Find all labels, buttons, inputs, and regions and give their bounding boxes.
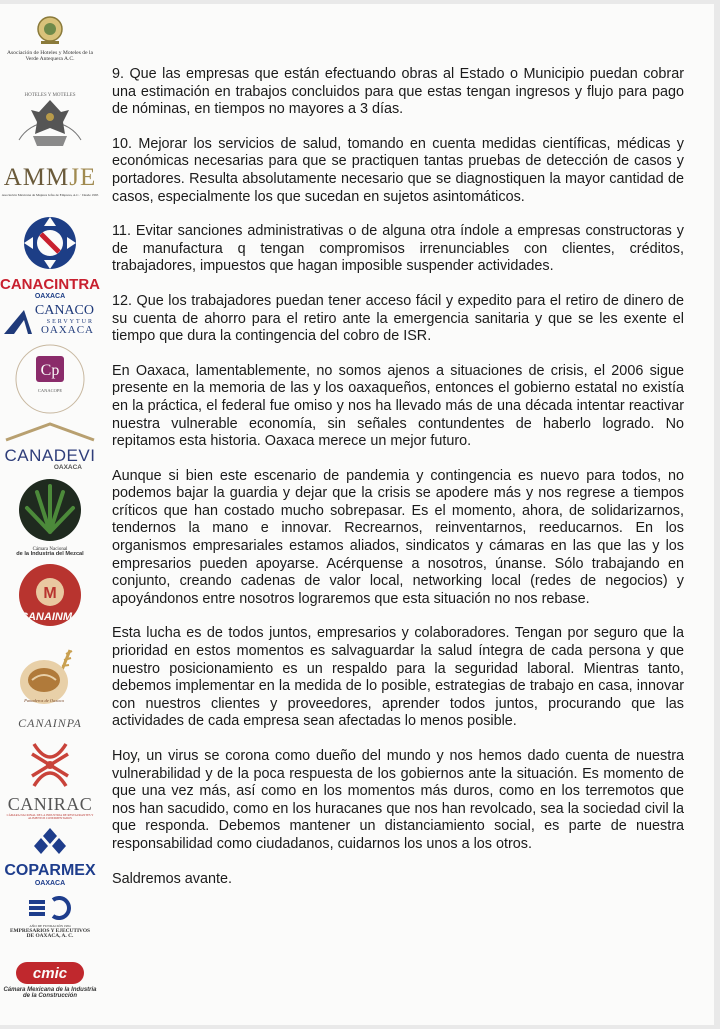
canainpa-badge: Panaderos de Oaxaca — [24, 698, 64, 703]
canirac-name: CANIRAC — [7, 794, 93, 814]
paragraph-oaxaca: En Oaxaca, lamentablemente, no somos ajenos a situaciones de crisis, el 2006 sigue presente en la memoria de las y los oaxaqueños, entonces el gobierno estatal no existía en la práctica, el federal fue omiso y nos ha llevado más de una década intentar reactivar nuestra vulnerable economía, sin señales contundentes de haberlo logrado. No repitamos esta historia. Oaxaca merece un mejor futuro. — [112, 362, 684, 450]
empresarios-mark-icon — [25, 896, 75, 920]
canacope-seal-icon — [12, 342, 88, 416]
ammje-sub: Asociación Mexicana de Mujeres Jefas de Empresa, A.C. · Desde 1965 — [1, 193, 99, 197]
paragraph-pandemia: Aunque si bien este escenario de pandemia y contingencia es nuevo para todos, no podemos bajar la guardia y dejar que la crisis se apodere más y nos regrese a tiempos críticos que han costado mucho sobrepasar. Es el momento, ahora, de solidarizarnos, tendernos la mano e innovar. Recrearnos, reinventarnos, reeducarnos. En los organismos empresariales estamos aliados, sindicatos y cámaras en las que las y los empresarios pueden apoyarse. Acérquense a nosotros, únanse. Sólo trabajando en conjunto, creando cadenas de valor local, networking local (redes de negocios) y apoyándonos entre nosotros lograremos que esta situación no nos rebase. — [112, 467, 684, 607]
logo-ammje — [0, 164, 100, 198]
logo-canacope — [0, 342, 100, 421]
canaco-name: CANACO — [34, 303, 94, 318]
logo-canainma — [0, 562, 100, 633]
canacintra-name: CANACINTRA — [0, 276, 100, 293]
ammje-name: AMMJE — [3, 164, 97, 191]
document-page — [0, 4, 714, 1025]
canadevi-name: CANADEVI — [4, 446, 96, 465]
logo-canirac — [0, 740, 100, 820]
logo-canainpa — [0, 646, 100, 730]
logo-sidebar — [0, 4, 100, 1025]
hoteles-text: Asociación de Hoteles y Moteles de la Verde Antequera A.C. — [6, 50, 94, 62]
coparmex-diamond-icon — [33, 826, 67, 858]
coparmex-sub: OAXACA — [34, 879, 66, 887]
paragraph-item-9: 9. Que las empresas que están efectuando obras al Estado o Municipio puedan cobrar una estimación en trabajos concluidos para que estas tengan ingresos y flujo para pago de nóminas, en tiempos no mayores a 3 días. — [112, 66, 684, 118]
logo-canacintra — [0, 214, 100, 300]
canainma-seal-icon — [17, 562, 83, 628]
empresarios-year: AÑO DE FUNDACIÓN 1984 — [29, 924, 71, 928]
agave-icon — [17, 478, 83, 542]
cmic-oval-icon — [16, 962, 84, 984]
logo-hoteles — [0, 14, 100, 63]
logo-empresarios — [0, 896, 100, 940]
paragraph-lucha: Esta lucha es de todos juntos, empresarios y colaboradores. Tengan por seguro que la prioridad en estos momentos es salvaguardar la salud íntegra de cada persona y que nuestro posicionamiento es un respaldo para la seguridad laboral. Mientras tanto, debemos implementar en la medida de lo posible, estrategias de trabajo en casa, innovar con nuestros clientes y proveedores, aprender todos juntos, procurando que las actividades de cada empresa sean afectadas lo menos posible. — [112, 625, 684, 730]
canacintra-sub: OAXACA — [34, 292, 66, 300]
logo-canadevi — [0, 422, 100, 472]
canaco-mid: SERVYTUR — [46, 318, 94, 325]
paragraph-item-10: 10. Mejorar los servicios de salud, tomando en cuenta medidas científicas, médicas y económicas necesarias para que se practiquen tantas pruebas de detección de casos y portadores. Resulta absolutamente necesario que se diagnostiquen la mayor cantidad de casos, especialmente los que sucedan en sujetos asintomáticos. — [112, 135, 684, 205]
eagle-crest-icon — [9, 82, 91, 156]
svg-text:HOTELES Y MOTELES: HOTELES Y MOTELES — [24, 93, 76, 98]
canaco-triangle-icon — [2, 306, 34, 336]
logo-mezcal — [0, 478, 100, 558]
bread-icon — [14, 646, 86, 712]
empresarios-name: EMPRESARIOS Y EJECUTIVOS — [9, 927, 91, 934]
coparmex-name: COPARMEX — [4, 862, 96, 879]
canirac-sub: CÁMARA NACIONAL DE LA INDUSTRIA DE RESTAURANTES Y ALIMENTOS CONDIMENTADOS — [6, 812, 94, 821]
hoteles-emblem-icon — [35, 14, 65, 46]
canaco-sub: OAXACA — [40, 323, 94, 336]
mezcal-name: Cámara Nacional — [32, 547, 68, 552]
letter-body — [112, 66, 684, 905]
canadevi-sub: OAXACA — [53, 463, 82, 471]
canainpa-name: CANAINPA — [18, 716, 82, 730]
svg-text:CANACOPE: CANACOPE — [37, 388, 63, 393]
canainma-name: CANAINMA — [20, 611, 80, 623]
paragraph-item-11: 11. Evitar sanciones administrativas o de alguna otra índole a empresas constructoras y de manufactura q tengan compromisos irrenunciables con clientes, créditos, trabajadores, impuestos que hagan imposible suspender actividades. — [112, 223, 684, 275]
logo-cmic — [0, 962, 100, 1000]
empresarios-sub: DE OAXACA, A. C. — [26, 933, 74, 940]
cmic-sub: Cámara Mexicana de la Industria de la Construcción — [3, 987, 97, 1000]
canadevi-roof-icon — [2, 422, 98, 442]
mezcal-sub: de la Industria del Mezcal — [16, 551, 84, 558]
canirac-emblem-icon — [28, 740, 72, 790]
logo-coparmex — [0, 826, 100, 887]
canacintra-gear-icon — [21, 214, 79, 272]
cmic-name: cmic — [32, 964, 68, 982]
paragraph-virus: Hoy, un virus se corona como dueño del mundo y nos hemos dado cuenta de nuestra vulnerabilidad y de la poca respuesta de los gobiernos ante la situación. Es momento de que una vez más, así como en los momentos más duros, como en los terremotos que nos han sacudido, como en los huracanes que nos han revolcado, sea la sociedad civil la que responda. Debemos mantener un distanciamiento social, es parte de nuestra responsabilidad como ciudadanos, cuidarnos los unos a los otros. — [112, 748, 684, 852]
closing-line: Saldremos avante. — [112, 870, 232, 887]
logo-escudo — [0, 82, 100, 161]
paragraph-item-12: 12. Que los trabajadores puedan tener acceso fácil y expedito para el retiro de dinero de su cuenta de ahorro para el retiro ante la emergencia sanitaria y que se les exente el tiempo que dura la contingencia del cobro de ISR. — [112, 292, 684, 345]
canainma-letter: M — [43, 585, 57, 602]
canacope-mark: Cp — [40, 362, 60, 379]
